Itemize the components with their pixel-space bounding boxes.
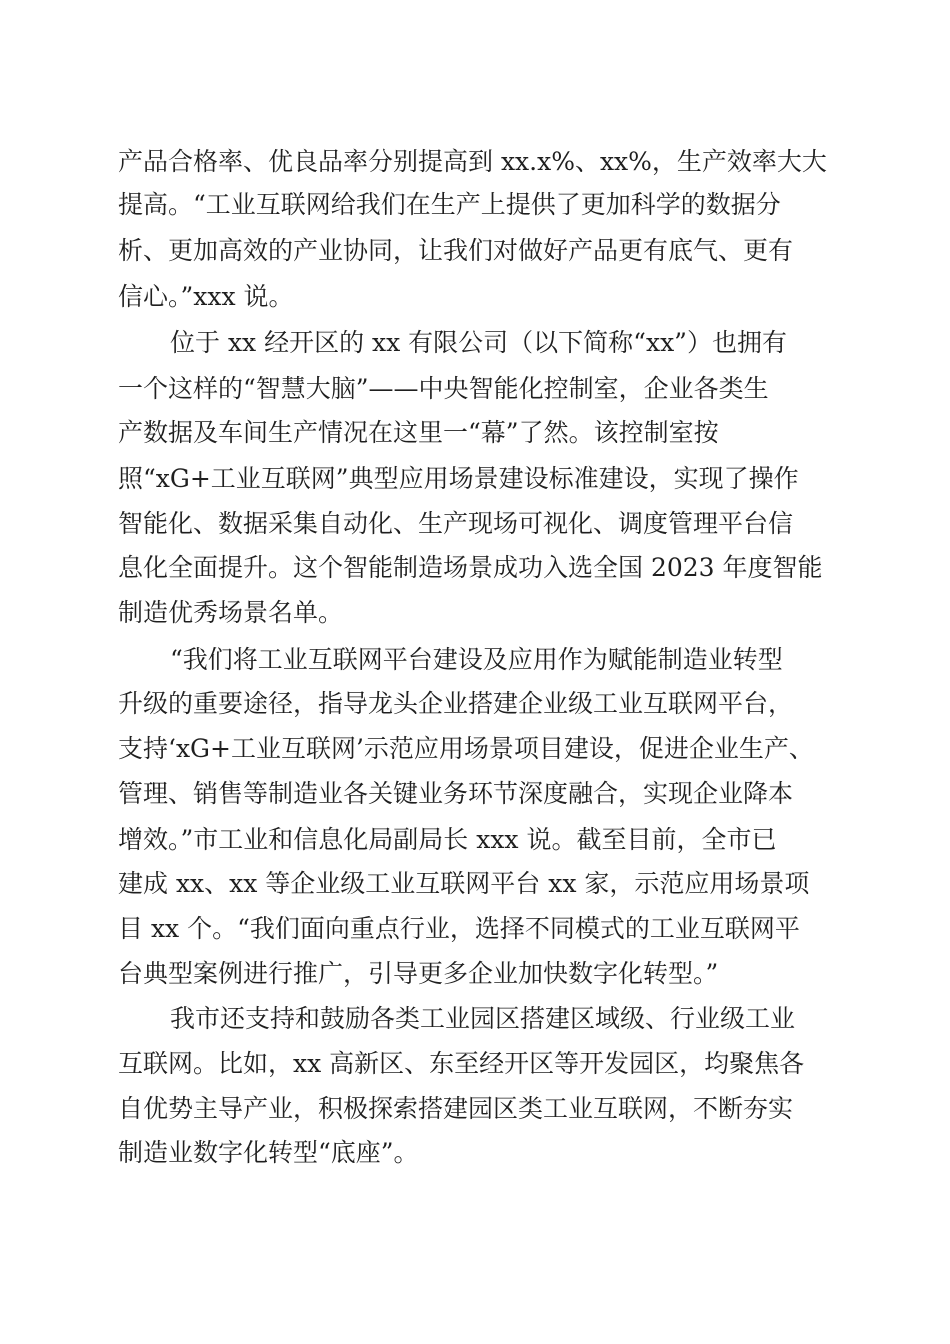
- text-line: 我市还支持和鼓励各类工业园区搭建区域级、行业级工业: [170, 1004, 796, 1033]
- text-line: 互联网。比如，xx 高新区、东至经开区等开发园区，均聚焦各: [118, 1049, 805, 1078]
- text-line: 增效。”市工业和信息化局副局长 xxx 说。截至目前，全市已: [118, 825, 777, 854]
- text-line: 信心。”xxx 说。: [118, 282, 294, 311]
- text-line: 息化全面提升。这个智能制造场景成功入选全国 2023 年度智能: [118, 553, 823, 582]
- text-line: 自优势主导产业，积极探索搭建园区类工业互联网，不断夯实: [118, 1094, 794, 1123]
- text-line: 产数据及车间生产情况在这里一“幕”了然。该控制室按: [118, 418, 719, 447]
- text-line: 制造优秀场景名单。: [118, 598, 344, 627]
- text-line: 建成 xx、xx 等企业级工业互联网平台 xx 家，示范应用场景项: [118, 869, 810, 898]
- text-line: 析、更加高效的产业协同，让我们对做好产品更有底气、更有: [118, 236, 794, 265]
- text-line: 支持‘xG+工业互联网’示范应用场景项目建设，促进企业生产、: [118, 734, 814, 763]
- text-line: “我们将工业互联网平台建设及应用作为赋能制造业转型: [170, 645, 783, 674]
- text-line: 管理、销售等制造业各关键业务环节深度融合，实现企业降本: [118, 779, 794, 808]
- text-line: 目 xx 个。“我们面向重点行业，选择不同模式的工业互联网平: [118, 914, 800, 943]
- text-line: 智能化、数据采集自动化、生产现场可视化、调度管理平台信: [118, 509, 794, 538]
- text-line: 台典型案例进行推广，引导更多企业加快数字化转型。”: [118, 959, 719, 988]
- text-line: 照“xG+工业互联网”典型应用场景建设标准建设，实现了操作: [118, 464, 799, 493]
- text-line: 位于 xx 经开区的 xx 有限公司（以下简称“xx”）也拥有: [170, 328, 787, 357]
- text-line: 制造业数字化转型“底座”。: [118, 1138, 419, 1167]
- text-line: 升级的重要途径，指导龙头企业搭建企业级工业互联网平台，: [118, 689, 794, 718]
- text-line: 产品合格率、优良品率分别提高到 xx.x%、xx%，生产效率大大: [118, 147, 827, 176]
- text-line: 提高。“工业互联网给我们在生产上提供了更加科学的数据分: [118, 190, 781, 219]
- text-line: 一个这样的“智慧大脑”——中央智能化控制室，企业各类生: [118, 374, 769, 403]
